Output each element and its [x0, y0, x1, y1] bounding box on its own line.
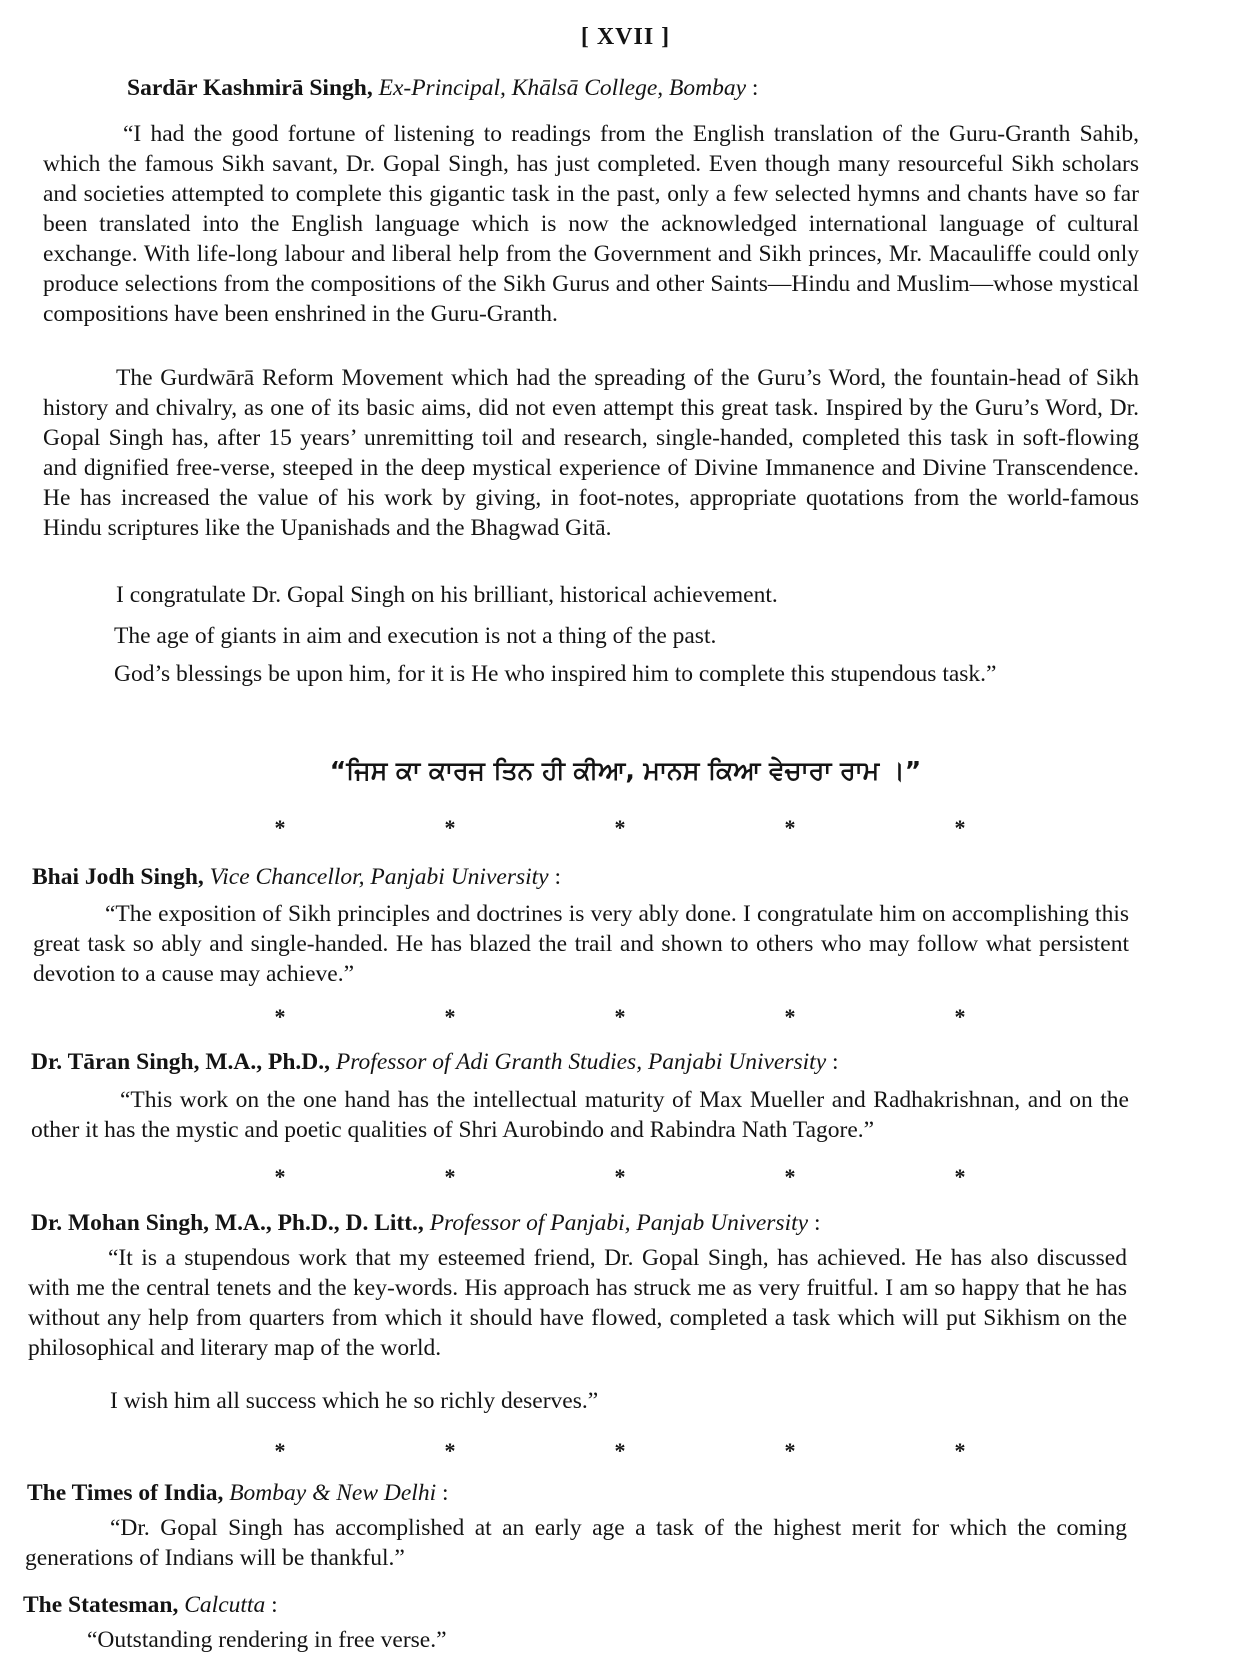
separator-star: *: [954, 1004, 966, 1029]
attribution-name: Dr. Mohan Singh, M.A., Ph.D., D. Litt.,: [31, 1210, 424, 1236]
testimonial-paragraph: The Gurdwārā Reform Movement which had the spreading of the Guru’s Word, the fountain-head of Sikh history and chivalry, as one of its basic aims, did not even attempt this great task. Inspired by the Guru’s Word, Dr. Gopal Singh has, after 15 years’ unremitting toil and research, single-handed, completed this task in soft-flowing and dignified free-verse, steeped in the deep mystical experience of Divine Immanence and Divine Transcendence. He has increased the value of his work by giving, in foot-notes, appropriate quotations from the world-famous Hindu scriptures like the Upanishads and the Bhagwad Gitā.: [43, 365, 1139, 541]
section-separator: [270, 1002, 970, 1032]
testimonial-paragraph: I wish him all success which he so richly deserves.”: [110, 1388, 599, 1414]
section-separator: [270, 1162, 970, 1192]
testimonial-paragraph: “Dr. Gopal Singh has accomplished at an early age a task of the highest merit for which the coming generations of Indians will be thankful.”: [25, 1515, 1127, 1571]
separator-star: *: [954, 1164, 966, 1189]
attribution-name: Sardār Kashmirā Singh,: [127, 75, 373, 101]
attribution-suffix: :: [265, 1592, 278, 1618]
separator-star: *: [444, 1004, 456, 1029]
section-separator: [270, 1436, 970, 1466]
attribution-title: Professor of Adi Granth Studies, Panjabi University: [335, 1049, 827, 1075]
testimonial-paragraph: God’s blessings be upon him, for it is He who inspired him to complete this stupendous task.”: [114, 661, 997, 687]
attribution-suffix: :: [548, 864, 561, 890]
attribution-title: Vice Chancellor, Panjabi University: [209, 864, 549, 890]
testimonial-paragraph: “Outstanding rendering in free verse.”: [87, 1627, 447, 1653]
separator-star: *: [614, 1164, 626, 1189]
attribution-suffix: :: [808, 1210, 821, 1236]
attribution-title: Calcutta: [184, 1592, 266, 1618]
separator-star: *: [784, 1004, 796, 1029]
attribution-title: Ex-Principal, Khālsā College, Bombay: [378, 75, 747, 101]
separator-star: *: [274, 815, 286, 840]
separator-star: *: [444, 815, 456, 840]
separator-star: *: [614, 1004, 626, 1029]
testimonial-paragraph: I congratulate Dr. Gopal Singh on his brilliant, historical achievement.: [116, 582, 778, 608]
attribution-jodh-singh: [32, 862, 561, 892]
gurmukhi-quote: “ਜਿਸ ਕਾ ਕਾਰਜ ਤਿਨ ਹੀ ਕੀਆ, ਮਾਨਸ ਕਿਆ ਵੇਚਾਰਾ ਰਾਮ ।”: [329, 756, 922, 785]
testimonial-paragraph: “I had the good fortune of listening to readings from the English translation of the Guru-Granth Sahib, which the famous Sikh savant, Dr. Gopal Singh, has just completed. Even though many resourceful Sikh scholars and societies attempted to complete this gigantic task in the past, only a few selected hymns and chants have so far been translated into the English language which is now the acknowledged international language of cultural exchange. With life-long labour and liberal help from the Government and Sikh princes, Mr. Macauliffe could only produce selections from the compositions of the Sikh Gurus and other Saints—Hindu and Muslim—whose mystical compositions have been enshrined in the Guru-Granth.: [43, 121, 1139, 327]
testimonial-paragraph: “The exposition of Sikh principles and doctrines is very ably done. I congratulate him on accomplishing this great task so ably and single-handed. He has blazed the trail and shown to others who may follow what persistent devotion to a cause may achieve.”: [33, 901, 1129, 987]
testimonial-paragraph: “It is a stupendous work that my esteemed friend, Dr. Gopal Singh, has achieved. He has also discussed with me the central tenets and the key-words. His approach has struck me as very fruitful. I am so happy that he has without any help from quarters from which it should have flowed, completed a task which will put Sikhism on the philosophical and literary map of the world.: [28, 1245, 1127, 1361]
section-separator: [270, 813, 970, 843]
separator-star: *: [274, 1004, 286, 1029]
attribution-suffix: :: [746, 75, 759, 101]
testimonial-paragraph: The age of giants in aim and execution is not a thing of the past.: [114, 623, 717, 649]
attribution-suffix: :: [436, 1480, 449, 1506]
attribution-name: Bhai Jodh Singh,: [32, 864, 204, 890]
attribution-times-of-india: [27, 1478, 449, 1508]
attribution-mohan-singh: [31, 1208, 820, 1238]
attribution-suffix: :: [826, 1049, 839, 1075]
attribution-name: The Statesman,: [23, 1592, 179, 1618]
attribution-statesman: [23, 1590, 278, 1620]
separator-star: *: [784, 1164, 796, 1189]
separator-star: *: [274, 1164, 286, 1189]
page-number: [ XVII ]: [580, 24, 671, 50]
separator-star: *: [614, 815, 626, 840]
attribution-name: Dr. Tāran Singh, M.A., Ph.D.,: [31, 1049, 331, 1075]
attribution-title: Bombay & New Delhi: [229, 1480, 437, 1506]
attribution-name: The Times of India,: [27, 1480, 224, 1506]
separator-star: *: [784, 815, 796, 840]
attribution-kashmira-singh: [127, 73, 758, 103]
testimonial-paragraph: “This work on the one hand has the intellectual maturity of Max Mueller and Radhakrishnan, and on the other it has the mystic and poetic qualities of Shri Aurobindo and Rabindra Nath Tagore.”: [31, 1087, 1129, 1143]
separator-star: *: [444, 1438, 456, 1463]
separator-star: *: [444, 1164, 456, 1189]
separator-star: *: [954, 1438, 966, 1463]
separator-star: *: [274, 1438, 286, 1463]
attribution-taran-singh: [31, 1047, 839, 1077]
separator-star: *: [954, 815, 966, 840]
attribution-title: Professor of Panjabi, Panjab University: [429, 1210, 809, 1236]
separator-star: *: [784, 1438, 796, 1463]
separator-star: *: [614, 1438, 626, 1463]
